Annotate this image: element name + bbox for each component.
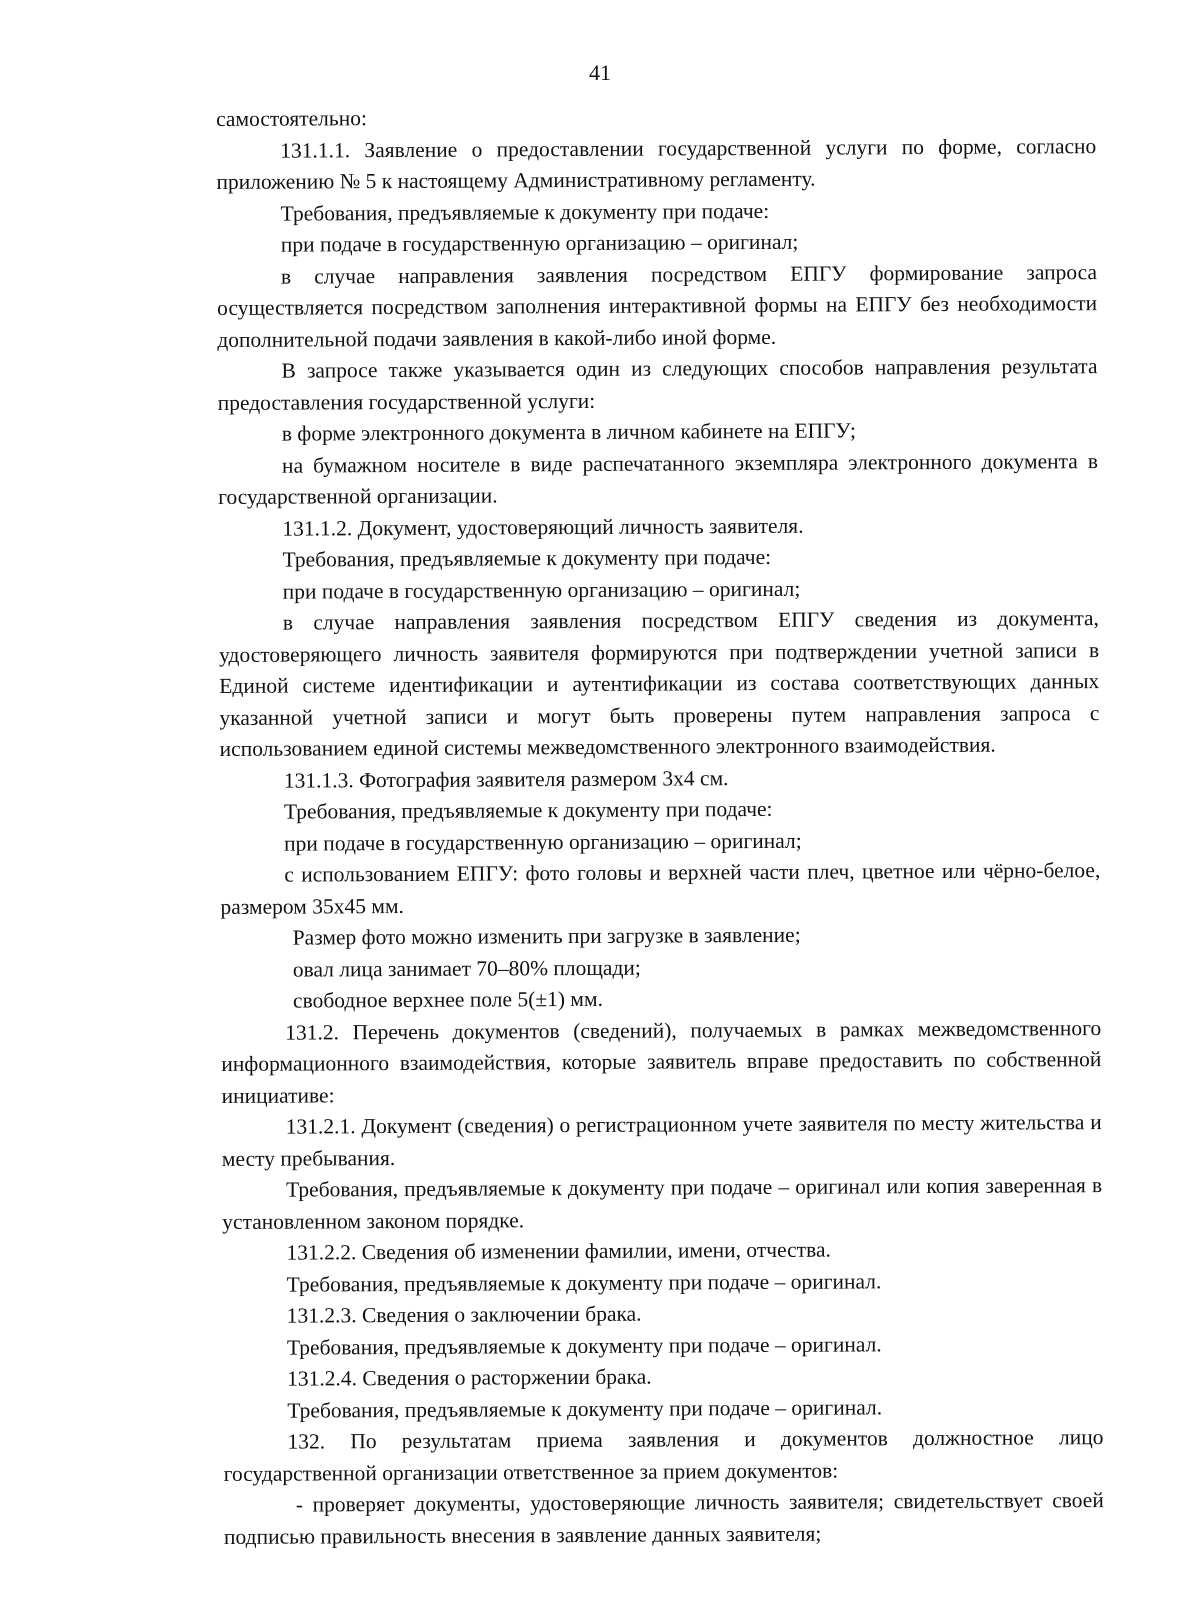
paragraph: Требования, предъявляемые к документу при подаче – оригинал или копия заверенная в установленном законом порядке.	[222, 1173, 1103, 1234]
paragraph: 131.1.1. Заявление о предоставлении государственной услуги по форме, согласно приложению № 5 к настоящему Административному регламенту.	[216, 133, 1097, 194]
paragraph: с использованием ЕПГУ: фото головы и верхней части плеч, цветное или чёрно-белое, размером 35х45 мм.	[220, 858, 1101, 919]
paragraph: самостоятельно:	[216, 106, 367, 131]
paragraph: Требования, предъявляемые к документу при подаче – оригинал.	[287, 1394, 883, 1423]
page-number: 41	[589, 60, 611, 85]
paragraph: при подаче в государственную организацию – оригинал;	[282, 576, 801, 604]
paragraph: 131.1.2. Документ, удостоверяющий личность заявителя.	[282, 513, 804, 541]
document-body	[216, 99, 1104, 1553]
paragraph: Размер фото можно изменить при загрузке в заявление;	[292, 922, 801, 950]
paragraph: овал лица занимает 70–80% площади;	[292, 955, 641, 982]
paragraph: 131.2.4. Сведения о расторжении брака.	[287, 1364, 652, 1391]
list-item: - проверяет документы, удостоверяющие личность заявителя; свидетельствует своей подписью правильность внесения в заявление данных заявителя;	[223, 1488, 1104, 1549]
paragraph: в случае направления заявления посредством ЕПГУ сведения из документа, удостоверяющего личность заявителя формируются при подтверждении учетной записи в Единой системе идентификации и аутентификации из состава соответствующих данных указанной учетной записи и могут быть проверены путем направления запроса с использованием единой системы межведомственного электронного взаимодействия.	[219, 606, 1100, 761]
paragraph: в форме электронного документа в личном кабинете на ЕПГУ;	[281, 418, 856, 446]
paragraph: при подаче в государственную организацию – оригинал;	[280, 229, 799, 257]
paragraph: Требования, предъявляемые к документу при подаче – оригинал.	[286, 1331, 882, 1360]
paragraph: Требования, предъявляемые к документу при подаче – оригинал.	[286, 1268, 882, 1297]
paragraph: Требования, предъявляемые к документу при подаче:	[282, 544, 772, 572]
paragraph: 131.2. Перечень документов (сведений), получаемых в рамках межведомственного информационного взаимодействия, которые заявитель вправе предоставить по собственной инициативе:	[221, 1015, 1102, 1108]
paragraph: 131.2.3. Сведения о заключении брака.	[286, 1301, 642, 1328]
paragraph: Требования, предъявляемые к документу при подаче:	[280, 198, 770, 226]
paragraph: 131.2.2. Сведения об изменении фамилии, имени, отчества.	[286, 1237, 831, 1265]
paragraph: 131.1.3. Фотография заявителя размером 3х4 см.	[283, 765, 729, 793]
paragraph: при подаче в государственную организацию – оригинал;	[284, 828, 802, 856]
paragraph: на бумажном носителе в виде распечатанного экземпляра электронного документа в государственной организации.	[218, 448, 1099, 509]
paragraph: Требования, предъявляемые к документу при подаче:	[283, 796, 773, 824]
paragraph: в случае направления заявления посредством ЕПГУ формирование запроса осуществляется посредством заполнения интерактивной формы на ЕПГУ без необходимости дополнительной подачи заявления в какой-либо иной форме.	[217, 259, 1098, 352]
paragraph: свободное верхнее поле 5(±1) мм.	[292, 986, 604, 1013]
paragraph: 132. По результатам приема заявления и документов должностное лицо государственной организации ответственное за прием документов:	[223, 1425, 1104, 1486]
paragraph: 131.2.1. Документ (сведения) о регистрационном учете заявителя по месту жительства и месту пребывания.	[221, 1110, 1102, 1171]
paragraph: В запросе также указывается один из следующих способов направления результата предоставления государственной услуги:	[217, 354, 1098, 415]
